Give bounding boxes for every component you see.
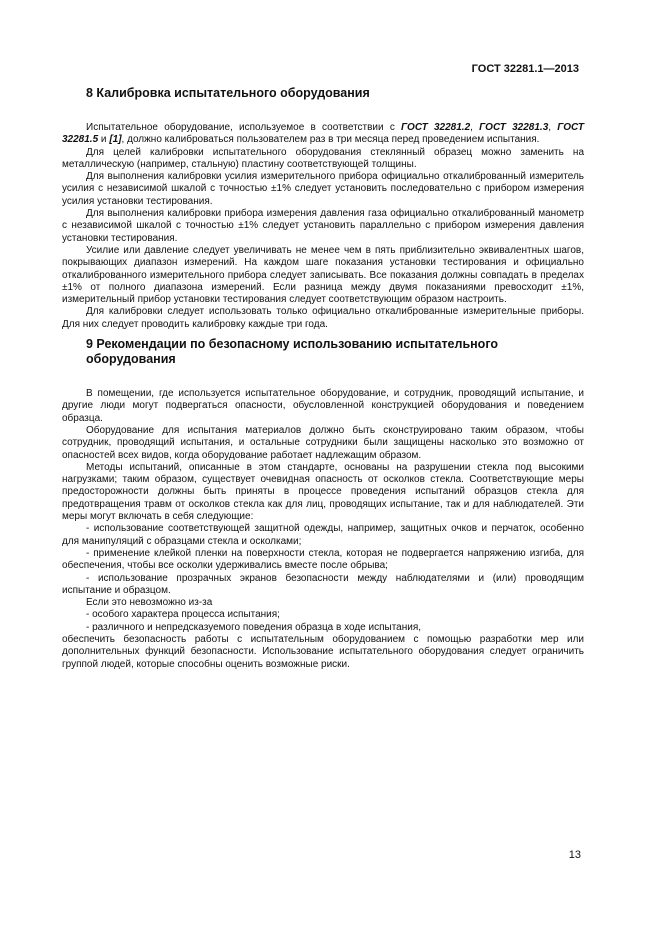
section-8-paragraph-4: Для выполнения калибровки прибора измерения давления газа официально откалиброванный манометр с независимой шкалой с точностью ±1% следует установить параллельно с прибором измерения давления установки тестирования. xyxy=(62,208,584,244)
paragraph-text: Испытательное оборудование, используемое в соответствии с xyxy=(86,122,402,133)
list-item: - применение клейкой пленки на поверхности стекла, которая не подвергается напряжению изгиба, для обеспечения, чтобы все осколки удерживались вместе после обрыва; xyxy=(62,547,584,572)
page-number: 13 xyxy=(568,849,581,861)
section-8-paragraph-1 xyxy=(62,122,584,147)
section-8-paragraph-2: Для целей калибровки испытательного оборудования стеклянный образец можно заменить на металлическую (например, стальную) пластину соответствующей толщины. xyxy=(62,146,584,170)
list-item: - использование прозрачных экранов безопасности между наблюдателями и (или) проводящим испытание и образцом. xyxy=(62,572,584,596)
page-content xyxy=(62,86,584,671)
separator: , xyxy=(470,122,480,133)
bibliography-reference: [1] xyxy=(109,134,122,146)
conjunction: и xyxy=(98,134,110,146)
section-8-paragraph-6: Для калибровки следует использовать только официально откалиброванные измерительные приборы. Для них следует проводить калибровку каждые три года. xyxy=(62,306,584,330)
paragraph-text: , должно калиброваться пользователем раз в три месяца перед проведением испытания. xyxy=(121,134,540,146)
section-9-title: 9 Рекомендации по безопасному использованию испытательного оборудования xyxy=(86,337,498,367)
list-item: - использование соответствующей защитной одежды, например, защитных очков и перчаток, особенно для манипуляций с образцами стекла и осколками; xyxy=(62,523,584,547)
section-8-paragraph-5: Усилие или давление следует увеличивать не менее чем в пять приблизительно эквивалентных шагов, покрывающих диапазон измерений. На каждом шаге показания установки тестирования и официально откалиброванного измерительного прибора следует записывать. Все показания должны совпадать в пределах ±1% от полного диапазона измерений. Если разница между двумя показаниями превосходит ±1%, измерительный прибор установки тестирования следует соответствующим образом настроить. xyxy=(62,244,584,306)
standard-reference: ГОСТ 32281.2 xyxy=(401,122,471,133)
section-9-paragraph-5: обеспечить безопасность работы с испытательным оборудованием с помощью разработки мер или дополнительных функций безопасности. Использование испытательного оборудования следует ограничить группой людей, которые способны оценить возможные риски. xyxy=(62,633,584,670)
section-9-paragraph-4: Если это невозможно из-за xyxy=(86,597,213,609)
section-9-paragraph-1: В помещении, где используется испытательное оборудование, и сотрудник, проводящий испытание, и другие люди могут подвергаться опасности, обусловленной конструкцией оборудования и поведением образца. xyxy=(62,388,584,424)
document-id: ГОСТ 32281.1—2013 xyxy=(471,63,579,75)
list-item: - особого характера процесса испытания; xyxy=(86,609,280,621)
section-8-title: 8 Калибровка испытательного оборудования xyxy=(86,86,370,100)
section-9-paragraph-2: Оборудование для испытания материалов должно быть сконструировано таким образом, чтобы сотрудник, проводящий испытания, и остальные сотрудники были защищены насколько это возможно от опасностей всех видов, когда оборудование работает надлежащим образом. xyxy=(62,424,584,461)
list-item: - различного и непредсказуемого поведения образца в ходе испытания, xyxy=(86,621,422,633)
standard-reference: ГОСТ 32281.3 xyxy=(479,122,549,133)
standard-reference: ГОСТ 32281.5 xyxy=(62,122,584,146)
section-9-paragraph-3: Методы испытаний, описанные в этом стандарте, основаны на разрушении стекла под высокими нагрузками; таким образом, существует очевидная опасность от осколков стекла. Соответствующие меры предосторожности должны быть приняты в процессе проведения испытаний образцов стекла для предотвращения травм от осколков стекла как для лиц, проводящих испытание, так и для наблюдателей. Эти меры могут включать в себя следующие: xyxy=(62,461,584,523)
section-8-paragraph-3: Для выполнения калибровки усилия измерительного прибора официально откалиброванный измеритель усилия с независимой шкалой с точностью ±1% следует установить последовательно с прибором измерения усилия установки тестирования. xyxy=(62,171,584,207)
separator: , xyxy=(548,122,558,133)
